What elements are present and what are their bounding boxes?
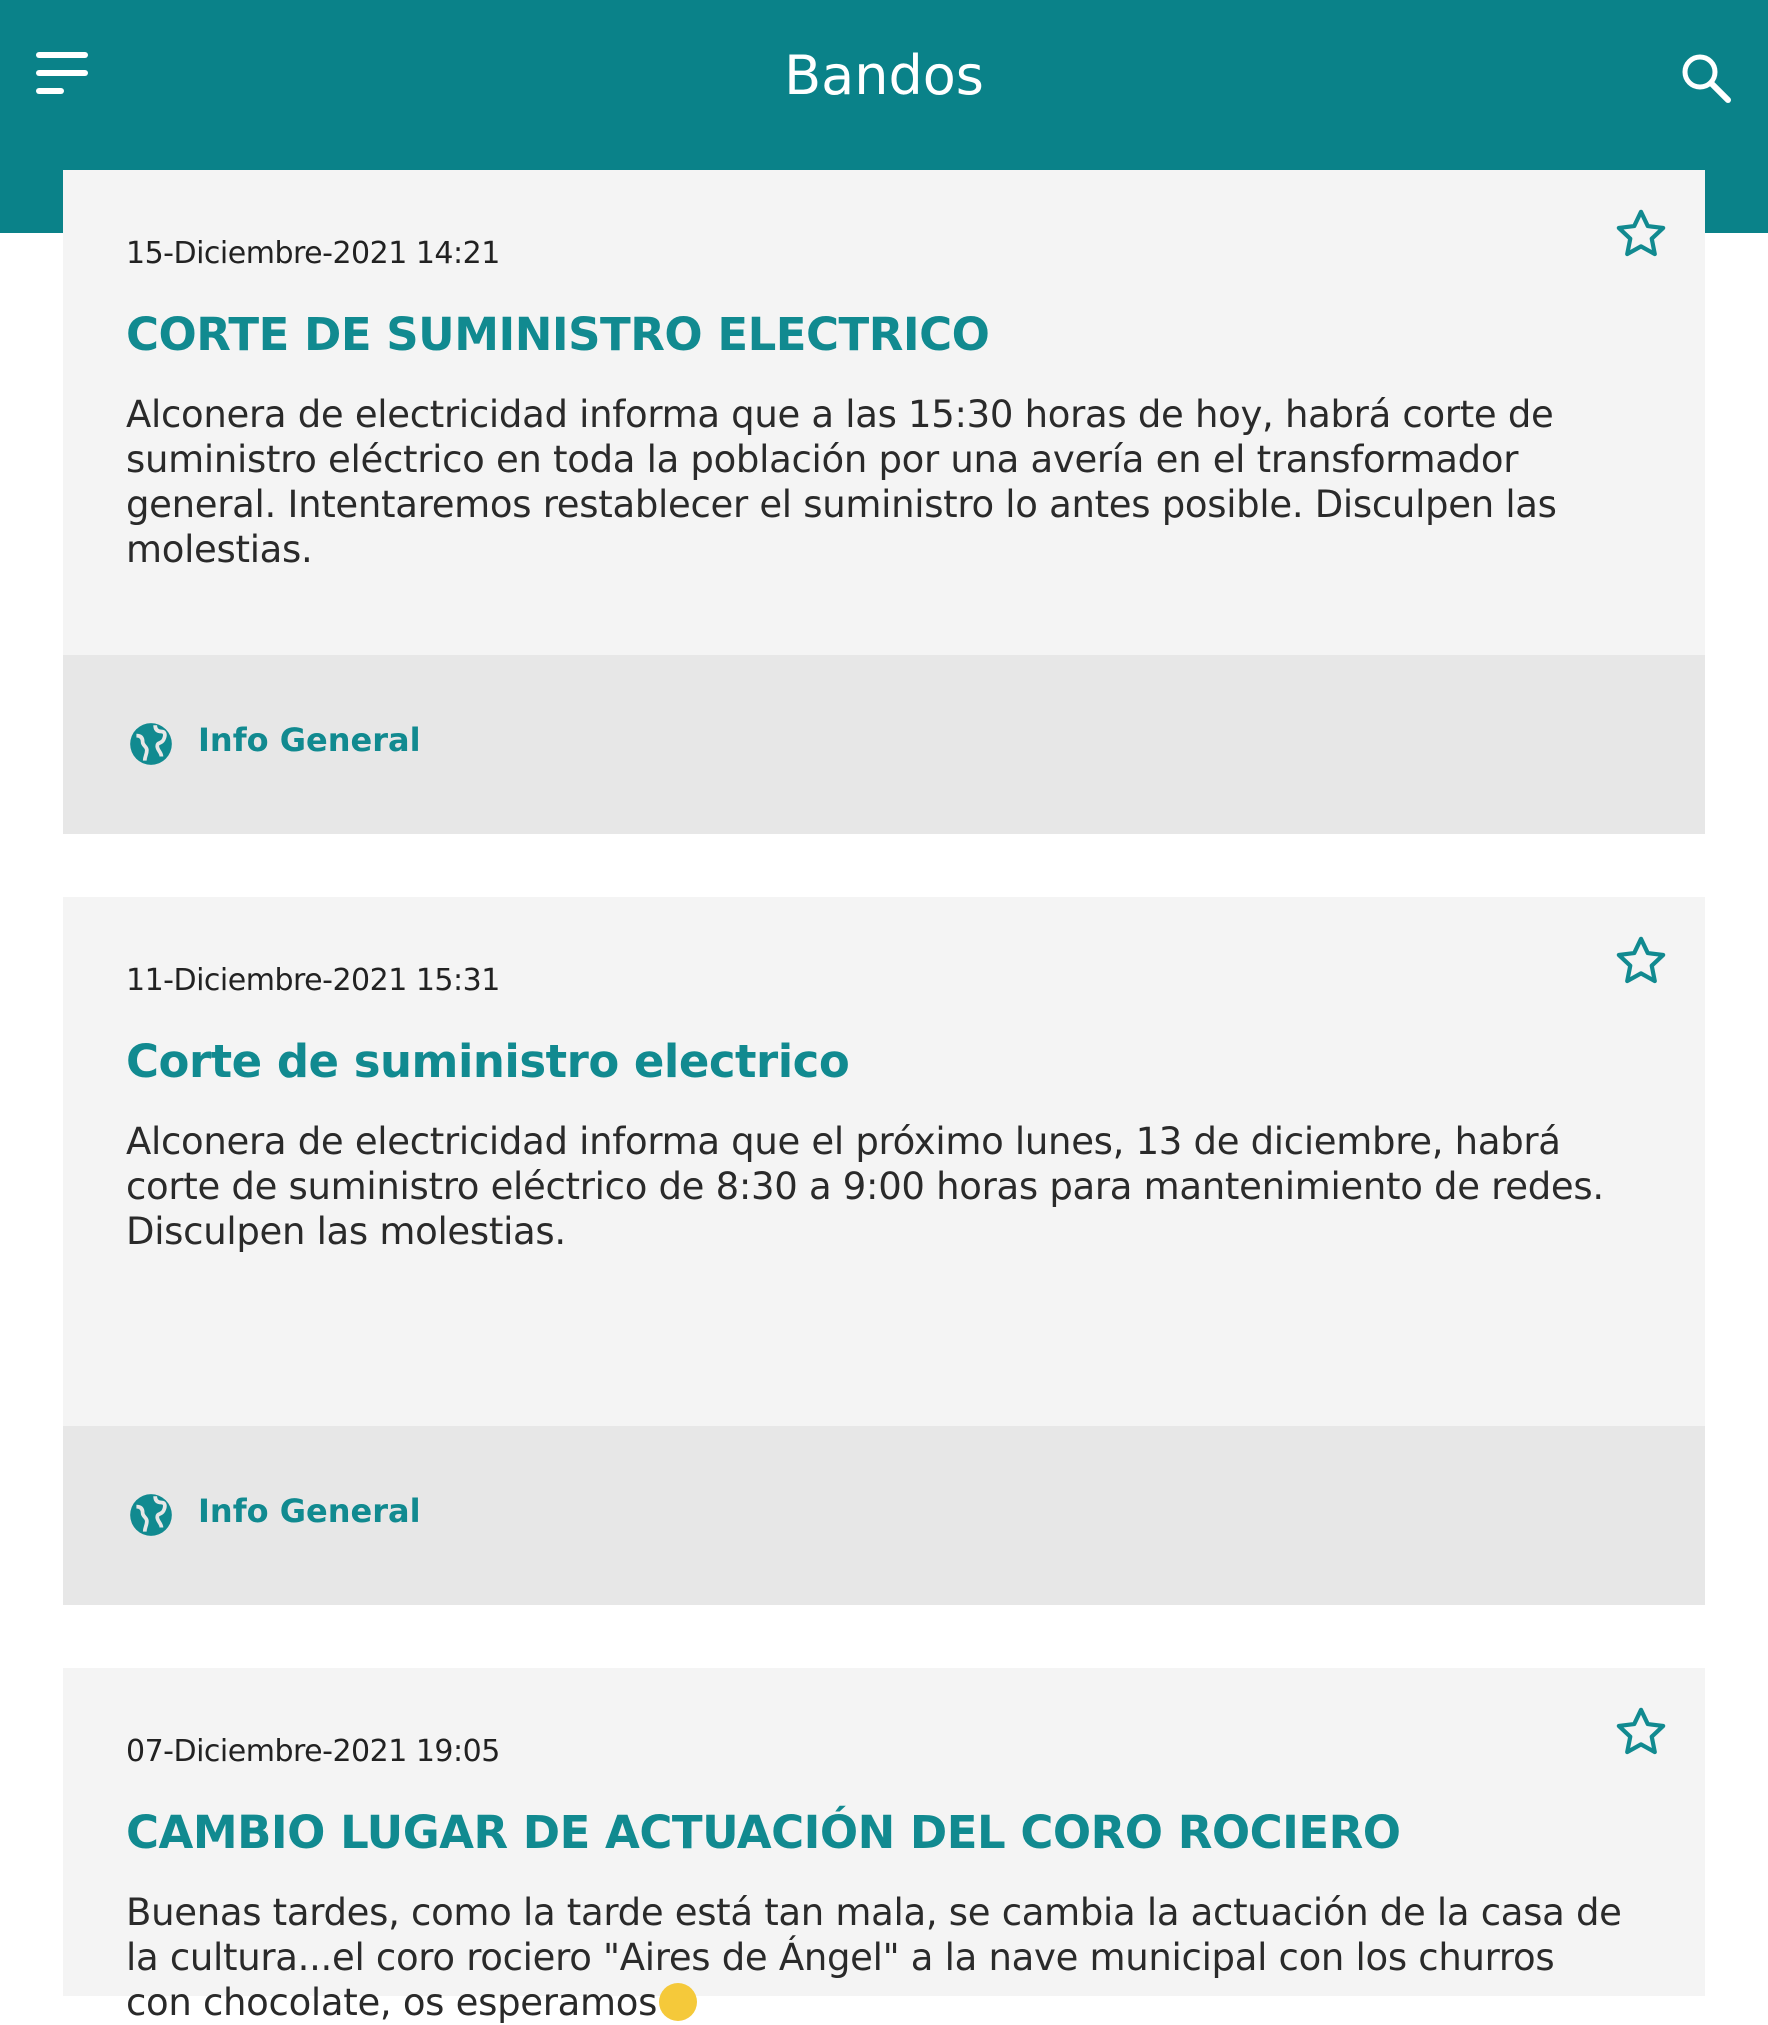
favorite-button[interactable]: [1613, 933, 1669, 989]
bando-card[interactable]: [63, 897, 1705, 1605]
search-button[interactable]: [1670, 42, 1740, 112]
category-label: Info General: [198, 1492, 421, 1530]
bando-card[interactable]: [63, 170, 1705, 834]
bando-date: 07-Diciembre-2021 19:05: [126, 1734, 500, 1769]
page-title: Bandos: [784, 44, 984, 107]
smile-emoji-icon: [659, 1983, 697, 2021]
favorite-button[interactable]: [1613, 206, 1669, 262]
bando-title: CORTE DE SUMINISTRO ELECTRICO: [126, 308, 990, 361]
bando-card[interactable]: [63, 1668, 1705, 2024]
globe-icon: [126, 719, 176, 769]
bando-body: Alconera de electricidad informa que a las 15:30 horas de hoy, habrá corte de suministro eléctrico en toda la población por una avería en el transformador general. Intentaremos restablecer el suministro lo antes posible. Disculpen las molestias.: [126, 393, 1557, 571]
star-outline-icon: [1613, 206, 1669, 262]
bando-body: [126, 1890, 1626, 2025]
star-outline-icon: [1613, 933, 1669, 989]
bando-title: CAMBIO LUGAR DE ACTUACIÓN DEL CORO ROCIERO: [126, 1806, 1401, 1859]
bando-body-text: Buenas tardes, como la tarde está tan mala, se cambia la actuación de la casa de la cultura...el coro rociero "Aires de Ángel" a la nave municipal con los churros con chocolate, os esperamos: [126, 1891, 1622, 2024]
favorite-button[interactable]: [1613, 1704, 1669, 1760]
bando-category-bar[interactable]: [63, 1426, 1705, 1605]
globe-icon: [126, 1490, 176, 1540]
star-outline-icon: [1613, 1704, 1669, 1760]
bando-date: 11-Diciembre-2021 15:31: [126, 963, 500, 998]
bando-category-bar[interactable]: [63, 655, 1705, 834]
bando-body: Alconera de electricidad informa que el próximo lunes, 13 de diciembre, habrá corte de suministro eléctrico de 8:30 a 9:00 horas para mantenimiento de redes. Disculpen las molestias.: [126, 1120, 1604, 1253]
category-label: Info General: [198, 721, 421, 759]
search-icon: [1670, 42, 1740, 112]
bando-date: 15-Diciembre-2021 14:21: [126, 236, 500, 271]
bando-title: Corte de suministro electrico: [126, 1035, 850, 1088]
